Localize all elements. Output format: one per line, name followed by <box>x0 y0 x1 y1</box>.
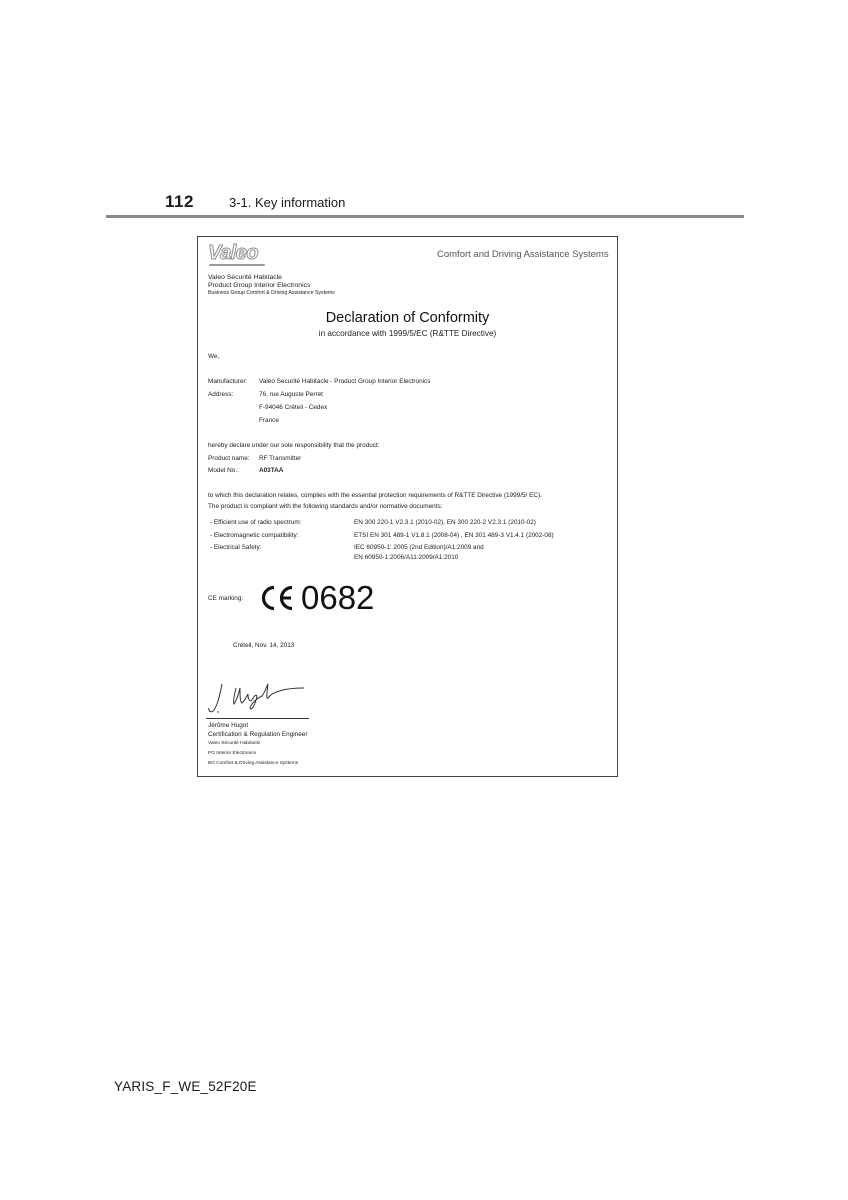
company-line-1: Valeo Sécurité Habitacle <box>208 274 282 281</box>
company-line-3: Business Group Comfort & Driving Assistance Systems <box>208 290 335 296</box>
product-name-value: RF Transmitter <box>259 455 302 462</box>
valeo-logo: Valeo <box>208 242 259 264</box>
signer-org-2: PG Interior Electronics <box>208 751 256 756</box>
company-line-2: Product Group Interior Electronics <box>208 282 311 289</box>
signature-line <box>206 718 309 719</box>
document-title: Declaration of Conformity <box>325 310 490 326</box>
ce-mark-icon <box>258 581 296 615</box>
section-title: 3-1. Key information <box>229 195 346 210</box>
address-line-2: F-94046 Créteil - Cedex <box>259 404 328 411</box>
manufacturer-label: Manufacturer: <box>208 378 248 385</box>
manufacturer-value: Valeo Securité Habitacle - Product Group Interior Electronics <box>259 378 431 385</box>
signer-org-3: BG Comfort & Driving Assistance Systems <box>208 761 299 766</box>
page-number: 112 <box>165 192 194 211</box>
place-and-date: Créteil, Nov. 14, 2013 <box>233 642 295 649</box>
signer-title: Certification & Regulation Engineer <box>208 731 308 738</box>
standard-value-3: IEC 60950-1: 2005 (2nd Edition)/A1:2009 and <box>354 544 484 551</box>
address-line-1: 76, rue Auguste Perret <box>259 391 323 398</box>
standard-value-1: EN 300 220-1 V2.3.1 (2010-02), EN 300 220-2 V2.3.1 (2010-02) <box>354 519 536 526</box>
address-label: Address: <box>208 391 234 398</box>
company-tagline: Comfort and Driving Assistance Systems <box>437 249 609 260</box>
standard-label-1: - Efficient use of radio spectrum: <box>210 519 302 526</box>
standard-label-2: - Electromagnetic compatibility: <box>210 532 299 539</box>
handwritten-signature <box>204 678 314 723</box>
ce-marking-label: CE marking: <box>208 595 244 602</box>
ce-notified-body-number: 0682 <box>301 579 375 616</box>
signer-name: Jérôme Hugot <box>208 722 249 729</box>
standard-value-3b: EN 60950-1:2006/A11:2009/A1:2010 <box>354 554 459 561</box>
logo-underline <box>209 264 265 266</box>
document-subtitle: in accordance with 1999/5/EC (R&TTE Directive) <box>318 329 497 338</box>
declaration-document <box>197 236 618 777</box>
declare-text: hereby declare under our sole responsibility that the product: <box>208 442 380 449</box>
compliance-line-2: The product is compliant with the following standards and/or normative documents: <box>208 503 443 510</box>
compliance-line-1: to which this declaration relates, complies with the essential protection requirements of R&TTE Directive (1999/5/ EC). <box>208 492 542 499</box>
signer-org-1: Valeo Sécurité Habitacle <box>208 741 261 746</box>
standard-label-3: - Electrical Safety: <box>210 544 262 551</box>
standard-value-2: ETSI EN 301 489-1 V1.8.1 (2008-04) , EN 301 489-3 V1.4.1 (2002-08) <box>354 532 554 539</box>
footer-code: YARIS_F_WE_52F20E <box>114 1079 257 1094</box>
address-line-3: France <box>259 417 279 424</box>
we-text: We, <box>208 353 220 360</box>
model-label: Model No.: <box>208 467 239 474</box>
model-value: A03TAA <box>259 467 284 474</box>
header-divider <box>106 215 744 218</box>
product-name-label: Product name: <box>208 455 250 462</box>
